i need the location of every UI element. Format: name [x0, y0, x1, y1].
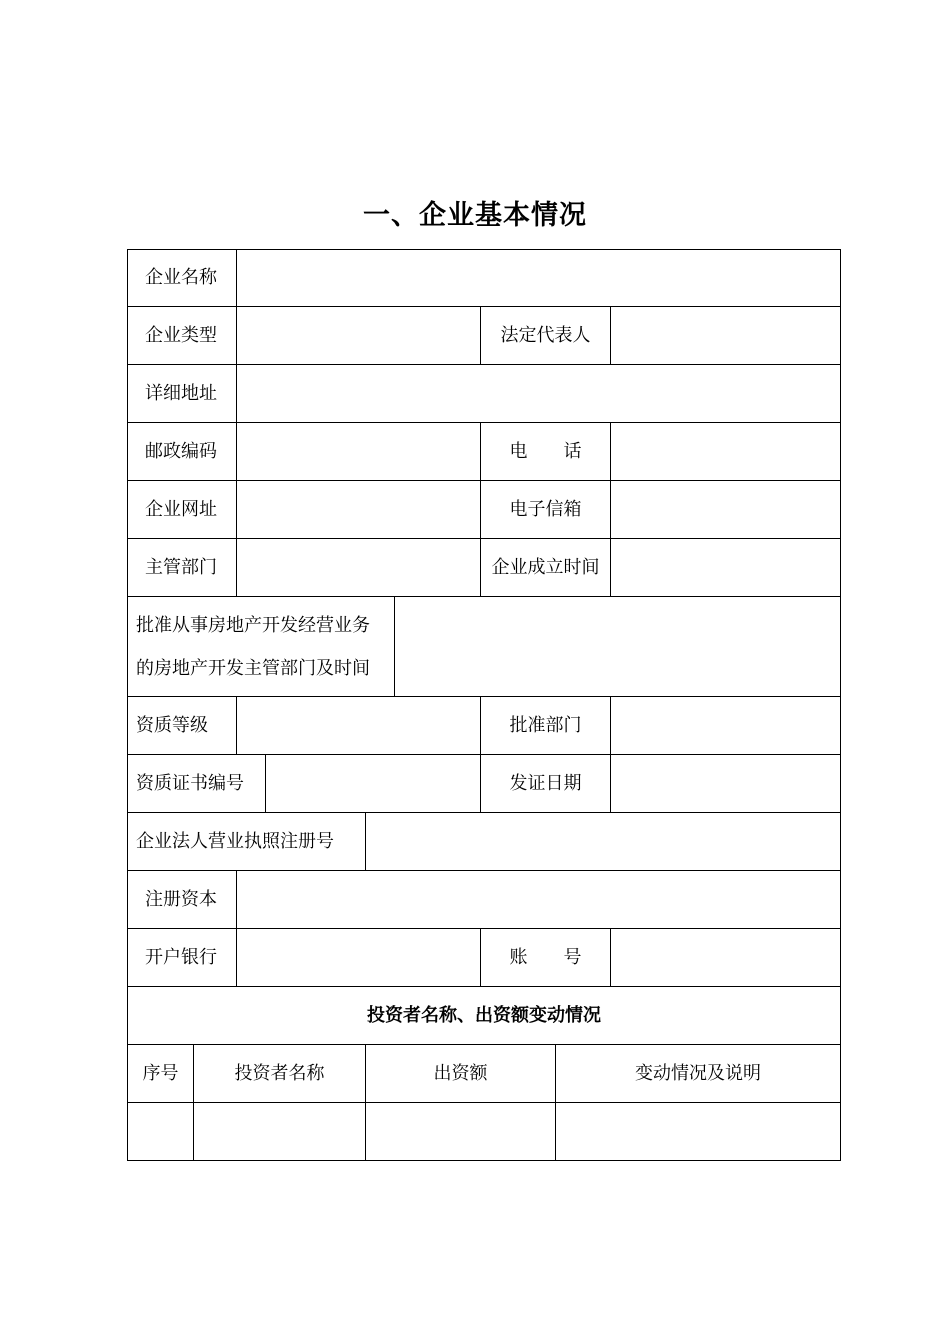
- label-legal-rep: 法定代表人: [481, 307, 611, 364]
- input-email[interactable]: [611, 481, 840, 538]
- input-qualification-level[interactable]: [237, 697, 481, 754]
- input-cert-number[interactable]: [266, 755, 481, 812]
- cell-index[interactable]: [128, 1103, 194, 1160]
- label-email: 电子信箱: [481, 481, 611, 538]
- input-phone[interactable]: [611, 423, 840, 480]
- row-approval: [127, 597, 841, 697]
- investors-section-title: 投资者名称、出资额变动情况: [367, 1004, 601, 1026]
- row-capital: [127, 871, 841, 929]
- label-approval-line2: 的房地产开发主管部门及时间: [136, 657, 370, 679]
- table-row: [127, 1103, 841, 1161]
- label-account: 账 号: [481, 929, 611, 986]
- input-founded-time[interactable]: [611, 539, 840, 596]
- input-approval[interactable]: [395, 597, 840, 696]
- label-founded-time: 企业成立时间: [481, 539, 611, 596]
- label-approval-line1: 批准从事房地产开发经营业务: [136, 614, 370, 636]
- input-company-name[interactable]: [237, 250, 840, 306]
- input-website[interactable]: [237, 481, 481, 538]
- label-company-name: 企业名称: [128, 250, 237, 306]
- row-bank: [127, 929, 841, 987]
- cell-investor-name[interactable]: [194, 1103, 366, 1160]
- row-license: [127, 813, 841, 871]
- row-postcode: [127, 423, 841, 481]
- company-info-form: [127, 249, 841, 1161]
- input-address[interactable]: [237, 365, 840, 422]
- row-company-type: [127, 307, 841, 365]
- label-company-type: 企业类型: [128, 307, 237, 364]
- label-qualification-level: 资质等级: [128, 697, 237, 754]
- input-registered-capital[interactable]: [237, 871, 840, 928]
- col-header-index: 序号: [128, 1045, 194, 1102]
- label-postcode: 邮政编码: [128, 423, 237, 480]
- row-website: [127, 481, 841, 539]
- row-cert: [127, 755, 841, 813]
- page-title: 一、企业基本情况: [363, 200, 587, 231]
- label-cert-number: 资质证书编号: [128, 755, 266, 812]
- col-header-amount: 出资额: [366, 1045, 556, 1102]
- label-approval: [128, 597, 395, 696]
- label-issue-date: 发证日期: [481, 755, 611, 812]
- label-bank: 开户银行: [128, 929, 237, 986]
- label-supervisor-dept: 主管部门: [128, 539, 237, 596]
- row-qualification: [127, 697, 841, 755]
- col-header-change: 变动情况及说明: [635, 1062, 761, 1084]
- cell-change[interactable]: [556, 1103, 840, 1160]
- label-approval-dept: 批准部门: [481, 697, 611, 754]
- input-postcode[interactable]: [237, 423, 481, 480]
- label-license-number: 企业法人营业执照注册号: [128, 813, 366, 870]
- row-address: [127, 365, 841, 423]
- label-registered-capital: 注册资本: [128, 871, 237, 928]
- row-supervisor: [127, 539, 841, 597]
- input-company-type[interactable]: [237, 307, 481, 364]
- label-website: 企业网址: [128, 481, 237, 538]
- label-address: 详细地址: [128, 365, 237, 422]
- input-issue-date[interactable]: [611, 755, 840, 812]
- input-bank[interactable]: [237, 929, 481, 986]
- investors-table-header: [127, 1045, 841, 1103]
- input-license-number[interactable]: [366, 813, 840, 870]
- input-account[interactable]: [611, 929, 840, 986]
- label-phone: 电 话: [481, 423, 611, 480]
- input-approval-dept[interactable]: [611, 697, 840, 754]
- col-header-investor-name: 投资者名称: [194, 1045, 366, 1102]
- cell-amount[interactable]: [366, 1103, 556, 1160]
- input-legal-rep[interactable]: [611, 307, 840, 364]
- input-supervisor-dept[interactable]: [237, 539, 481, 596]
- row-investors-header: [127, 987, 841, 1045]
- row-company-name: [127, 249, 841, 307]
